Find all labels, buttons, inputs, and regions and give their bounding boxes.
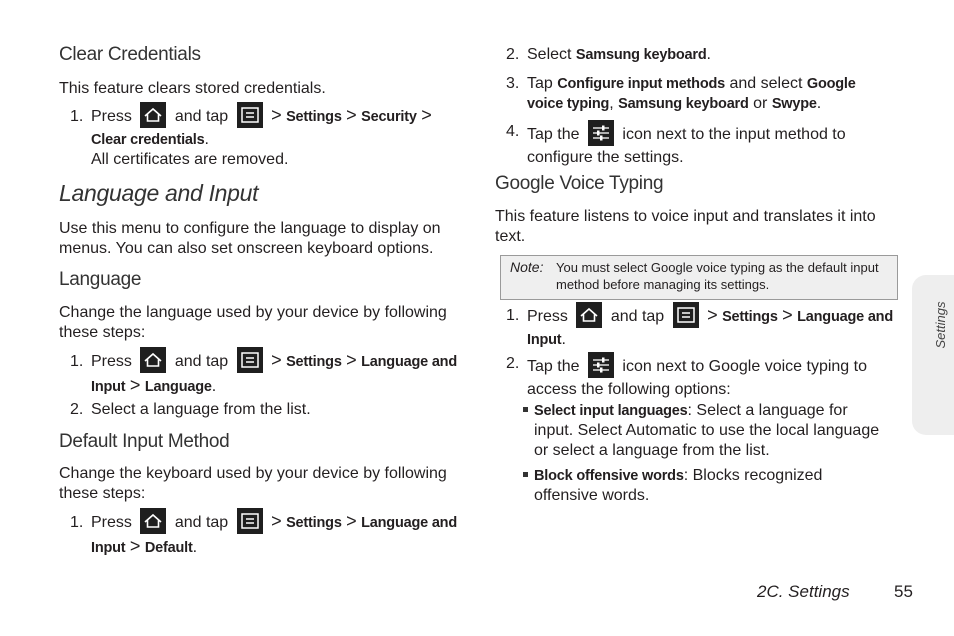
step-number: 1. [70,514,84,531]
google-voice-typing-desc: This feature listens to voice input and translates it into text. [495,208,876,245]
step-number: 2. [70,401,84,418]
step-number: 1. [70,108,84,125]
language-and-input-desc: Use this menu to configure the language to display on menus. You can also set onscreen keyboard options. [59,220,441,257]
settings-sliders-icon [588,120,614,146]
note-label: Note: [510,259,544,275]
section-side-tab [912,275,954,435]
page-number: 55 [894,582,913,601]
side-tab-label: Settings [933,301,948,349]
home-icon [140,508,166,534]
step-number: 4. [506,123,520,140]
bullet-icon [523,407,528,412]
language-heading: Language [59,269,142,290]
default-input-heading: Default Input Method [59,431,230,452]
gvt-step1: Press and tap > Settings > Language and Input. [527,304,903,350]
language-desc: Change the language used by your device by following these steps: [59,304,447,341]
menu-icon [237,347,263,373]
language-and-input-title: Language and Input [59,180,259,206]
language-step1: Press and tap > Settings > Language and Input > Language. [91,349,469,397]
menu-icon [237,508,263,534]
google-voice-typing-heading: Google Voice Typing [495,173,664,194]
step-number: 2. [506,355,520,372]
bullet-icon [523,472,528,477]
settings-icon-step: Tap the icon next to the input method to configure the settings. [527,122,903,168]
footer-section: 2C. Settings [757,582,850,601]
default-input-step1: Press and tap > Settings > Language and Input > Default. [91,510,469,558]
note-text: You must select Google voice typing as the default input method before managing its settings. [556,260,879,292]
step-number: 1. [506,307,520,324]
clear-credentials-step1: Press and tap > Settings > Security > Clear credentials. All certificates are removed. [91,104,469,170]
menu-icon [673,302,699,328]
home-icon [576,302,602,328]
configure-step: Tap Configure input methods and select Google voice typing, Samsung keyboard or Swype. [527,75,856,112]
language-step2: Select a language from the list. [91,401,311,418]
note-box [500,255,898,300]
default-input-desc: Change the keyboard used by your device by following these steps: [59,465,447,502]
step-number: 3. [506,75,520,92]
bullet-block-offensive-words: Block offensive words: Blocks recognized offensive words. [523,466,903,506]
step-number: 2. [506,46,520,63]
clear-credentials-desc: This feature clears stored credentials. [59,80,326,97]
step-number: 1. [70,353,84,370]
gvt-step2: Tap the icon next to Google voice typing to access the following options: [527,354,903,400]
select-keyboard-step: Select Samsung keyboard. [527,46,711,63]
home-icon [140,347,166,373]
menu-icon [237,102,263,128]
home-icon [140,102,166,128]
bullet-select-input-languages: Select input languages: Select a language for input. Select Automatic to use the local language or select a language from the list. [523,401,903,461]
settings-sliders-icon [588,352,614,378]
clear-credentials-heading: Clear Credentials [59,44,201,65]
